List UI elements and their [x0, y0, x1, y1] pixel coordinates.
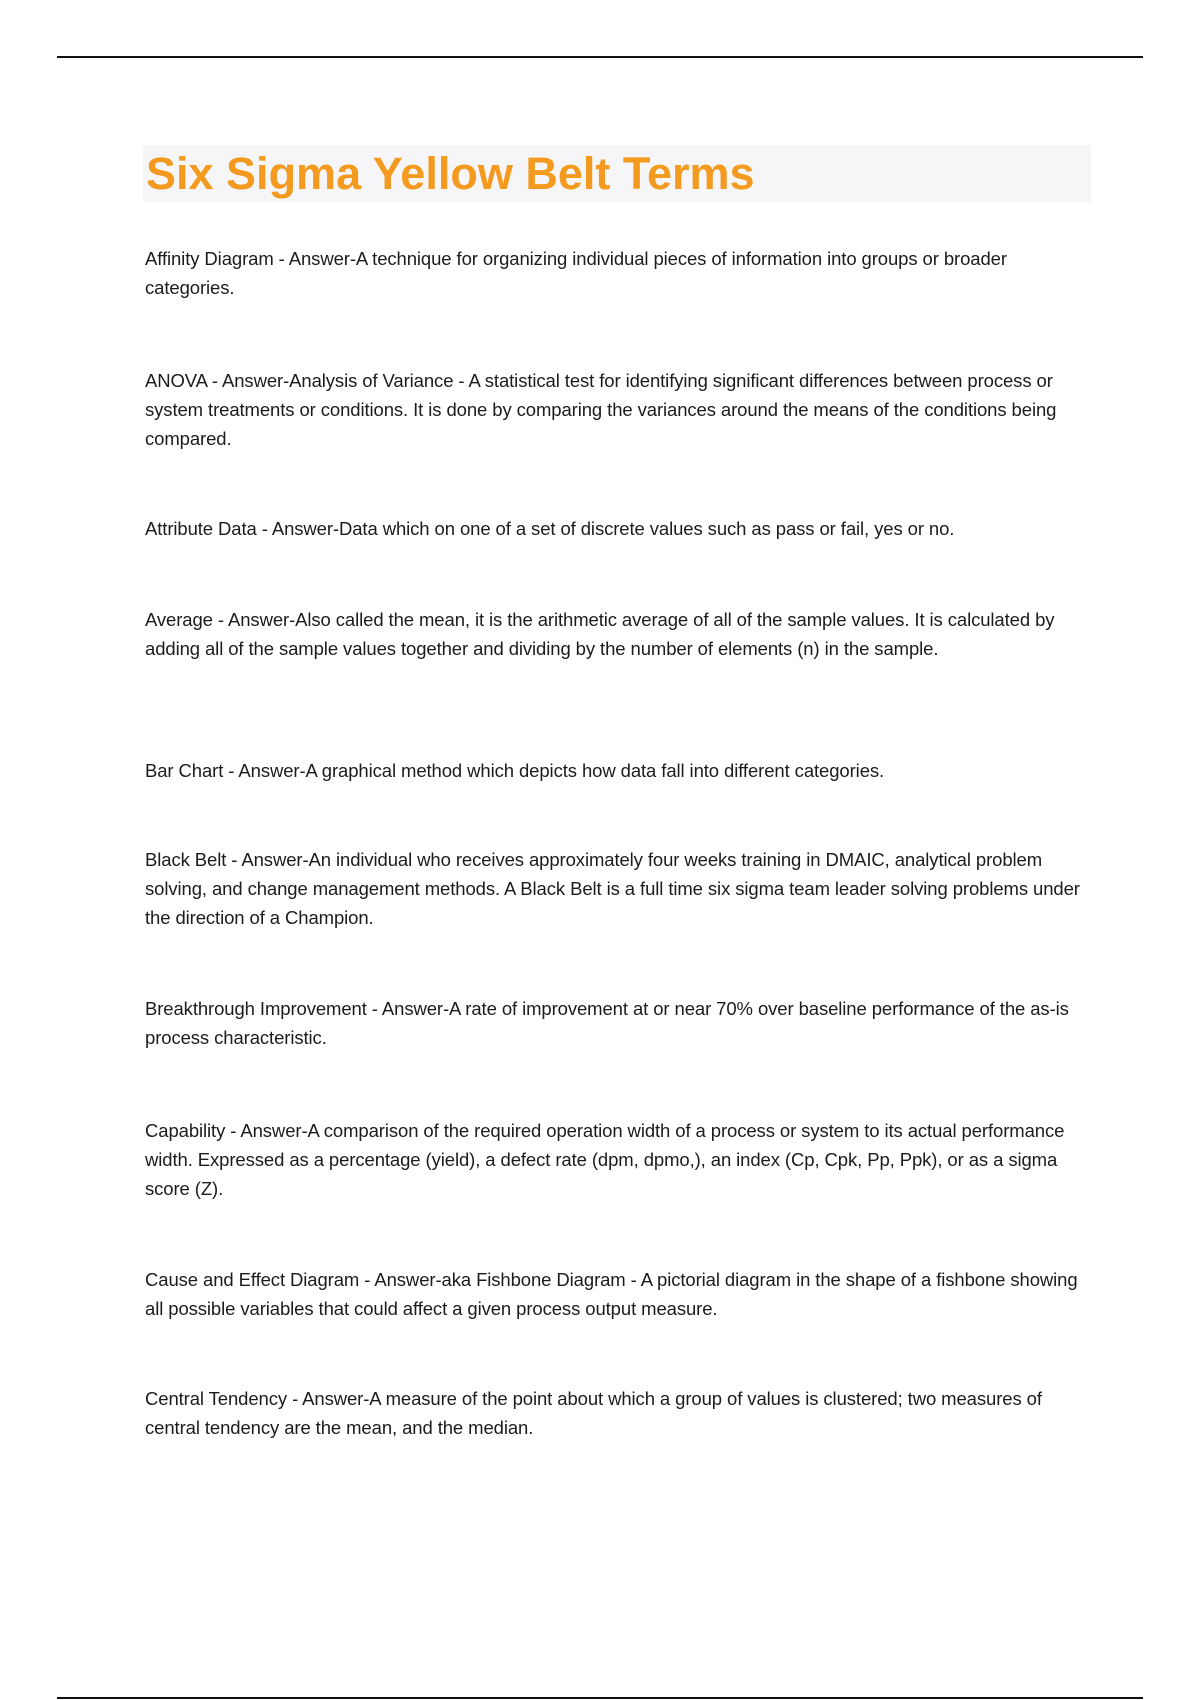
term-affinity-diagram: Affinity Diagram - Answer-A technique for organizing individual pieces of information into groups or broader categories.: [145, 248, 1007, 298]
term-cause-and-effect-diagram: Cause and Effect Diagram - Answer-aka Fishbone Diagram - A pictorial diagram in the shape of a fishbone showing all possible variables that could affect a given process output measure.: [145, 1269, 1078, 1319]
page-title: Six Sigma Yellow Belt Terms: [146, 148, 755, 199]
term-attribute-data: Attribute Data - Answer-Data which on one of a set of discrete values such as pass or fail, yes or no.: [145, 518, 955, 539]
term-black-belt: Black Belt - Answer-An individual who receives approximately four weeks training in DMAIC, analytical problem solving, and change management methods. A Black Belt is a full time six sigma team leader solving problems under the direction of a Champion.: [145, 849, 1080, 928]
top-divider: [57, 56, 1143, 58]
term-breakthrough-improvement: Breakthrough Improvement - Answer-A rate of improvement at or near 70% over baseline performance of the as-is process characteristic.: [145, 998, 1069, 1048]
bottom-divider: [57, 1697, 1143, 1699]
term-bar-chart: Bar Chart - Answer-A graphical method which depicts how data fall into different categories.: [145, 760, 885, 781]
term-capability: Capability - Answer-A comparison of the required operation width of a process or system to its actual performance width. Expressed as a percentage (yield), a defect rate (dpm, dpmo,), an index (Cp, Cpk, Pp, Ppk), or as a sigma score (Z).: [145, 1120, 1065, 1199]
term-central-tendency: Central Tendency - Answer-A measure of the point about which a group of values is clustered; two measures of central tendency are the mean, and the median.: [145, 1388, 1042, 1438]
term-average: Average - Answer-Also called the mean, it is the arithmetic average of all of the sample values. It is calculated by adding all of the sample values together and dividing by the number of elements (n) in the sample.: [145, 609, 1055, 659]
term-anova: ANOVA - Answer-Analysis of Variance - A statistical test for identifying significant differences between process or system treatments or conditions. It is done by comparing the variances around the means of the conditions being compared.: [145, 370, 1057, 449]
